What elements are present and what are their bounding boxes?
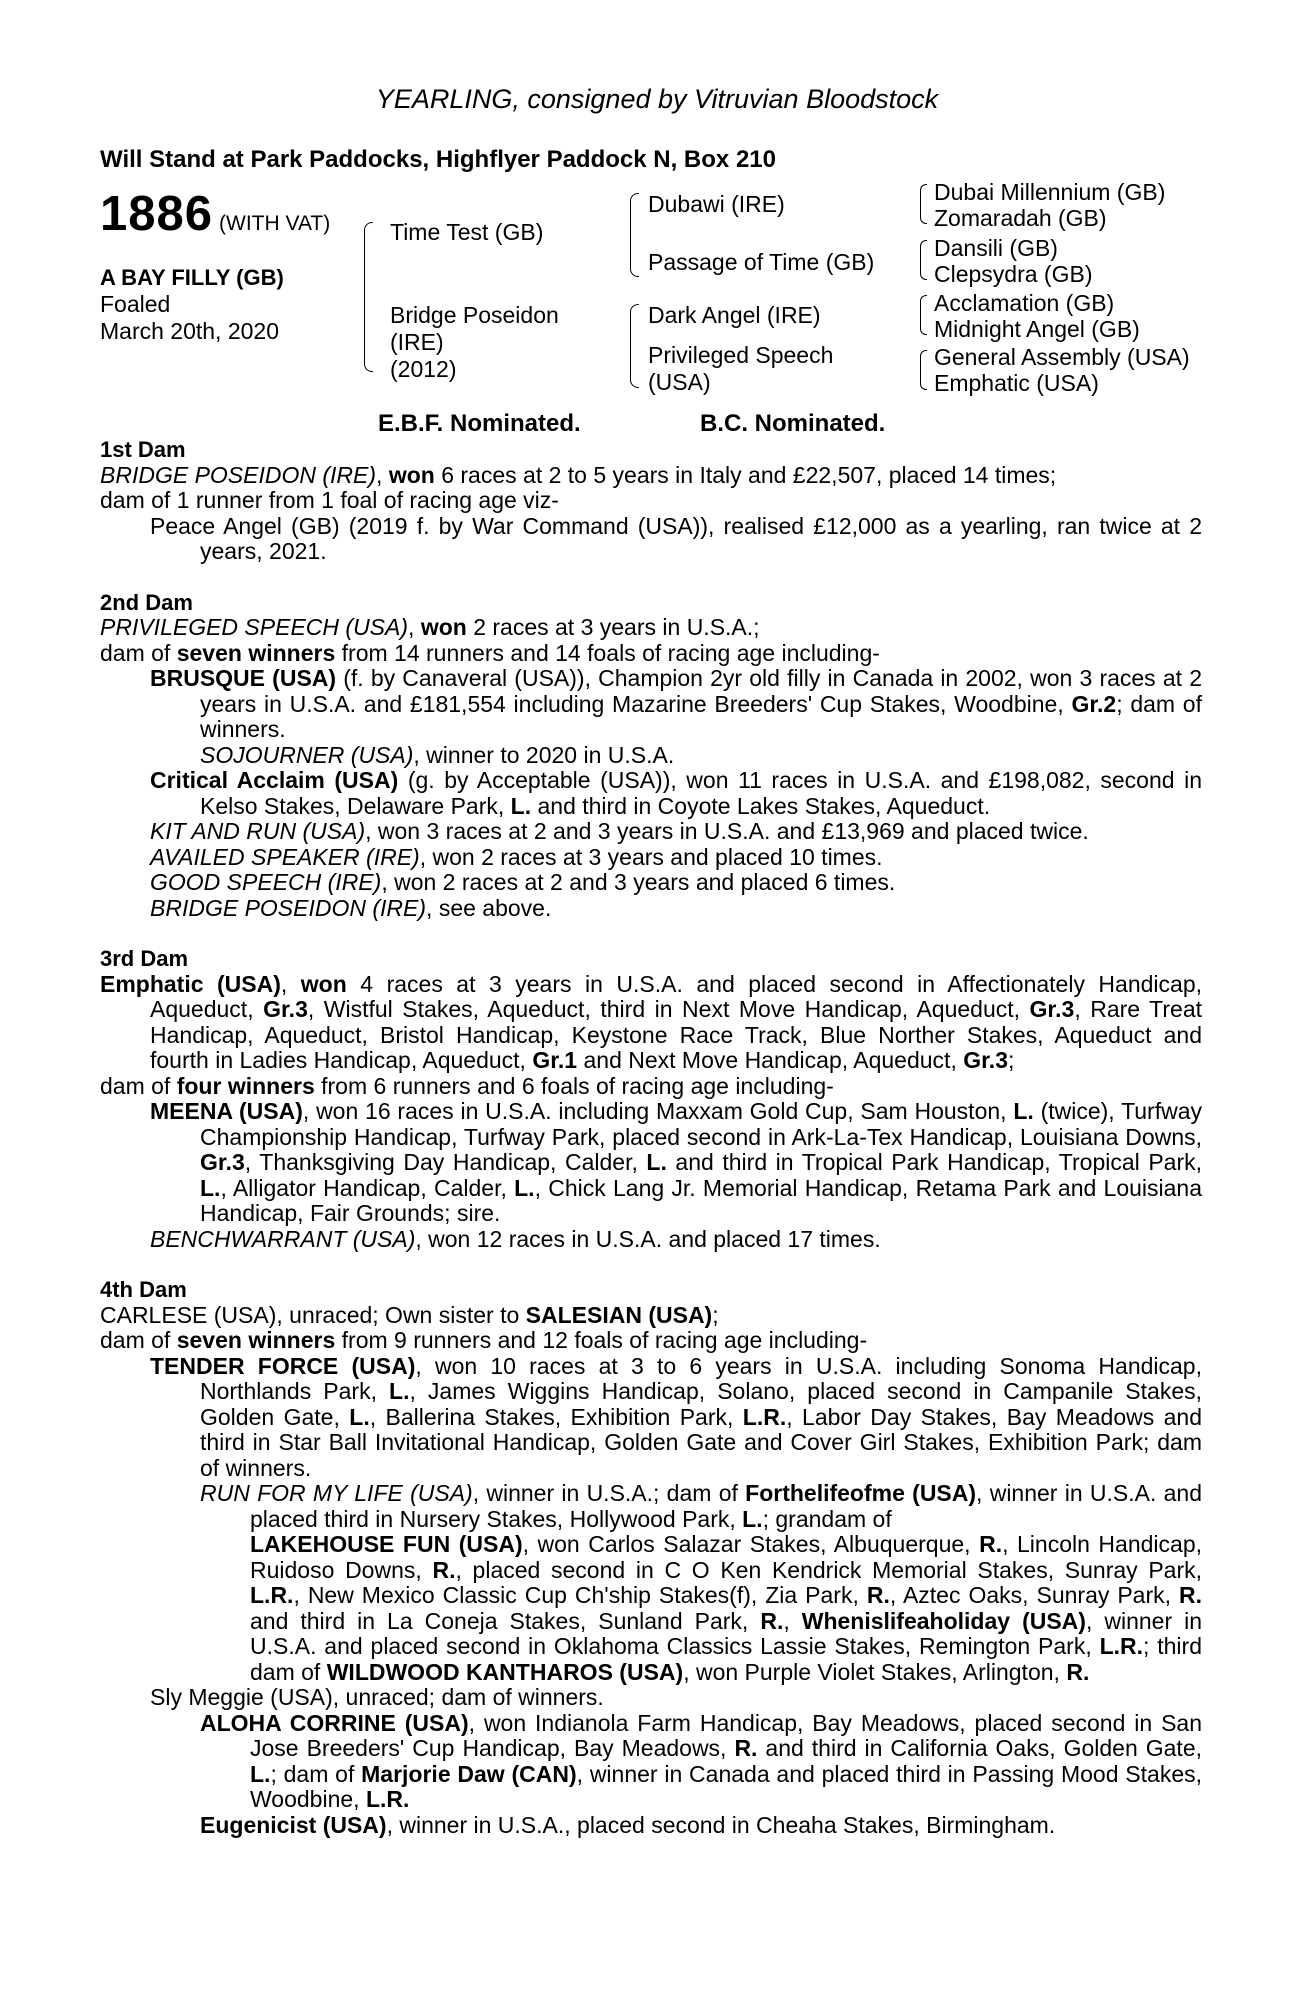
horse-description: A BAY FILLY (GB) — [100, 265, 284, 290]
first-dam-produce-intro: dam of 1 runner from 1 foal of racing age viz- — [100, 487, 559, 513]
third-dam-heading: 3rd Dam — [100, 946, 189, 971]
pedigree-dam-sire: Dark Angel (IRE) — [648, 302, 821, 328]
pedigree-dam-line3: (2012) — [390, 356, 457, 382]
pedigree-gg-7: General Assembly (USA) — [934, 344, 1190, 370]
produce-good-speech: GOOD SPEECH (IRE), won 2 races at 2 and 3 years and placed 6 times. — [150, 869, 896, 895]
pedigree-gg-1: Dubai Millennium (GB) — [934, 179, 1166, 205]
first-dam-heading: 1st Dam — [100, 437, 186, 462]
catalogue-header: YEARLING, consigned by Vitruvian Bloodstock — [375, 84, 939, 114]
pedigree-dam-line1: Bridge Poseidon — [390, 302, 559, 328]
pedigree-brace-5 — [920, 240, 927, 280]
produce-meena: MEENA (USA), won 16 races in U.S.A. including Maxxam Gold Cup, Sam Houston, L. (twice), Turfway Championship Handicap, Turfway Park, placed second in Ark-La-Tex Handicap, Louisiana Downs, Gr.3, Thanksgiving Day Handicap, Calder, L. and third in Tropical Park Handicap, Tropical Park, L., Alligator Handicap, Calder, L., Chick Lang Jr. Memorial Handicap, Retama Park and Louisiana Handicap, Fair Grounds; sire. — [150, 1098, 1203, 1226]
produce-lakehouse-fun: LAKEHOUSE FUN (USA), won Carlos Salazar Stakes, Albuquerque, R., Lincoln Handicap, Ruidoso Downs, R., placed second in C O Ken Kendrick Memorial Stakes, Sunray Park, L.R., New Mexico Classic Cup Ch'ship Stakes(f), Zia Park, R., Aztec Oaks, Sunray Park, R. and third in La Coneja Stakes, Sunland Park, R., Whenislifeaholiday (USA), winner in U.S.A. and placed second in Oklahoma Classics Lassie Stakes, Remington Park, L.R.; third dam of WILDWOOD KANTHAROS (USA), won Purple Violet Stakes, Arlington, R. — [250, 1531, 1203, 1685]
second-dam-record: PRIVILEGED SPEECH (USA), won 2 races at 3 years in U.S.A.; — [100, 614, 760, 640]
pedigree-brace-4 — [920, 184, 927, 224]
produce-benchwarrant: BENCHWARRANT (USA), won 12 races in U.S.A. and placed 17 times. — [150, 1225, 881, 1252]
pedigree-brace-2 — [630, 193, 639, 277]
produce-brusque: BRUSQUE (USA) (f. by Canaveral (USA)), Champion 2yr old filly in Canada in 2002, won 3 races at 2 years in U.S.A. and £181,554 including Mazarine Breeders' Cup Stakes, Woodbine, Gr.2; dam of winners. — [150, 665, 1202, 742]
fourth-dam-produce-intro: dam of seven winners from 9 runners and 12 foals of racing age including- — [100, 1327, 868, 1353]
pedigree-gg-3: Dansili (GB) — [934, 235, 1058, 261]
first-dam-foal: Peace Angel (GB) (2019 f. by War Command (USA)), realised £12,000 as a yearling, ran twice at 2 years, 2021. — [150, 512, 1202, 564]
ebf-nominated: E.B.F. Nominated. — [378, 410, 581, 437]
third-dam-record: Emphatic (USA), won 4 races at 3 years in U.S.A. and placed second in Affectionately Handicap, Aqueduct, Gr.3, Wistful Stakes, Aqueduct, third in Next Move Handicap, Aqueduct, Gr.3, Rare Treat Handicap, Aqueduct, Bristol Handicap, Keystone Race Track, Blue Norther Stakes, Aqueduct and fourth in Ladies Handicap, Aqueduct, Gr.1 and Next Move Handicap, Aqueduct, Gr.3; — [100, 970, 1203, 1073]
pedigree-sire: Time Test (GB) — [390, 219, 544, 245]
pedigree-brace-3 — [630, 304, 639, 388]
pedigree-dam-line2: (IRE) — [390, 329, 444, 355]
vat-note: (WITH VAT) — [219, 212, 331, 235]
first-dam-record: BRIDGE POSEIDON (IRE), won 6 races at 2 to 5 years in Italy and £22,507, placed 14 times; — [100, 461, 1057, 488]
second-dam-heading: 2nd Dam — [100, 589, 193, 615]
pedigree-sire-dam: Passage of Time (GB) — [648, 249, 875, 275]
pedigree-gg-8: Emphatic (USA) — [934, 370, 1099, 396]
produce-eugenicist: Eugenicist (USA), winner in U.S.A., placed second in Cheaha Stakes, Birmingham. — [200, 1811, 1056, 1838]
produce-aloha-corrine: ALOHA CORRINE (USA), won Indianola Farm Handicap, Bay Meadows, placed second in San Jose Breeders' Cup Handicap, Bay Meadows, R. and third in California Oaks, Golden Gate, L.; dam of Marjorie Daw (CAN), winner in Canada and placed third in Passing Mood Stakes, Woodbine, L.R. — [200, 1709, 1203, 1812]
pedigree-dam-dam-line1: Privileged Speech — [648, 342, 834, 368]
second-dam-produce-intro: dam of seven winners from 14 runners and 14 foals of racing age including- — [100, 639, 880, 666]
third-dam-produce-intro: dam of four winners from 6 runners and 6 foals of racing age including- — [100, 1072, 834, 1099]
pedigree-brace-7 — [920, 350, 927, 390]
produce-critical-acclaim: Critical Acclaim (USA) (g. by Acceptable (USA)), won 11 races in U.S.A. and £198,082, second in Kelso Stakes, Delaware Park, L. and third in Coyote Lakes Stakes, Aqueduct. — [150, 767, 1202, 819]
pedigree-gg-5: Acclamation (GB) — [934, 290, 1115, 316]
pedigree-brace-6 — [920, 295, 927, 335]
produce-bridge-poseidon: BRIDGE POSEIDON (IRE), see above. — [150, 894, 552, 921]
bc-nominated: B.C. Nominated. — [700, 410, 886, 437]
produce-sojourner: SOJOURNER (USA), winner to 2020 in U.S.A. — [200, 741, 675, 768]
lot-number: 1886 — [100, 187, 214, 241]
produce-run-for-my-life: RUN FOR MY LIFE (USA), winner in U.S.A.; dam of Forthelifeofme (USA), winner in U.S.A. and placed third in Nursery Stakes, Hollywood Park, L.; grandam of — [200, 1480, 1202, 1532]
dam-line-body — [100, 437, 1202, 1838]
foaled-date: March 20th, 2020 — [100, 318, 280, 344]
produce-availed-speaker: AVAILED SPEAKER (IRE), won 2 races at 3 years and placed 10 times. — [150, 843, 883, 870]
pedigree-sire-sire: Dubawi (IRE) — [648, 191, 785, 217]
produce-kit-and-run: KIT AND RUN (USA), won 3 races at 2 and 3 years in U.S.A. and £13,969 and placed twice. — [150, 818, 1089, 844]
produce-sly-meggie: Sly Meggie (USA), unraced; dam of winners. — [150, 1684, 604, 1710]
pedigree-gg-4: Clepsydra (GB) — [934, 261, 1093, 287]
lot-number-block — [100, 186, 330, 242]
pedigree-brace-1 — [364, 222, 373, 372]
fourth-dam-heading: 4th Dam — [100, 1277, 187, 1302]
produce-tender-force: TENDER FORCE (USA), won 10 races at 3 to 6 years in U.S.A. including Sonoma Handicap, Northlands Park, L., James Wiggins Handicap, Solano, placed second in Campanile Stakes, Golden Gate, L., Ballerina Stakes, Exhibition Park, L.R., Labor Day Stakes, Bay Meadows and third in Star Ball Invitational Handicap, Golden Gate and Cover Girl Stakes, Exhibition Park; dam of winners. — [150, 1352, 1203, 1481]
pedigree-gg-2: Zomaradah (GB) — [934, 205, 1107, 231]
pedigree-dam-dam-line2: (USA) — [648, 369, 711, 395]
pedigree-gg-6: Midnight Angel (GB) — [934, 316, 1140, 342]
foaled-label: Foaled — [100, 291, 171, 317]
stand-location: Will Stand at Park Paddocks, Highflyer Paddock N, Box 210 — [100, 146, 776, 173]
fourth-dam-record: CARLESE (USA), unraced; Own sister to SALESIAN (USA); — [100, 1301, 719, 1328]
